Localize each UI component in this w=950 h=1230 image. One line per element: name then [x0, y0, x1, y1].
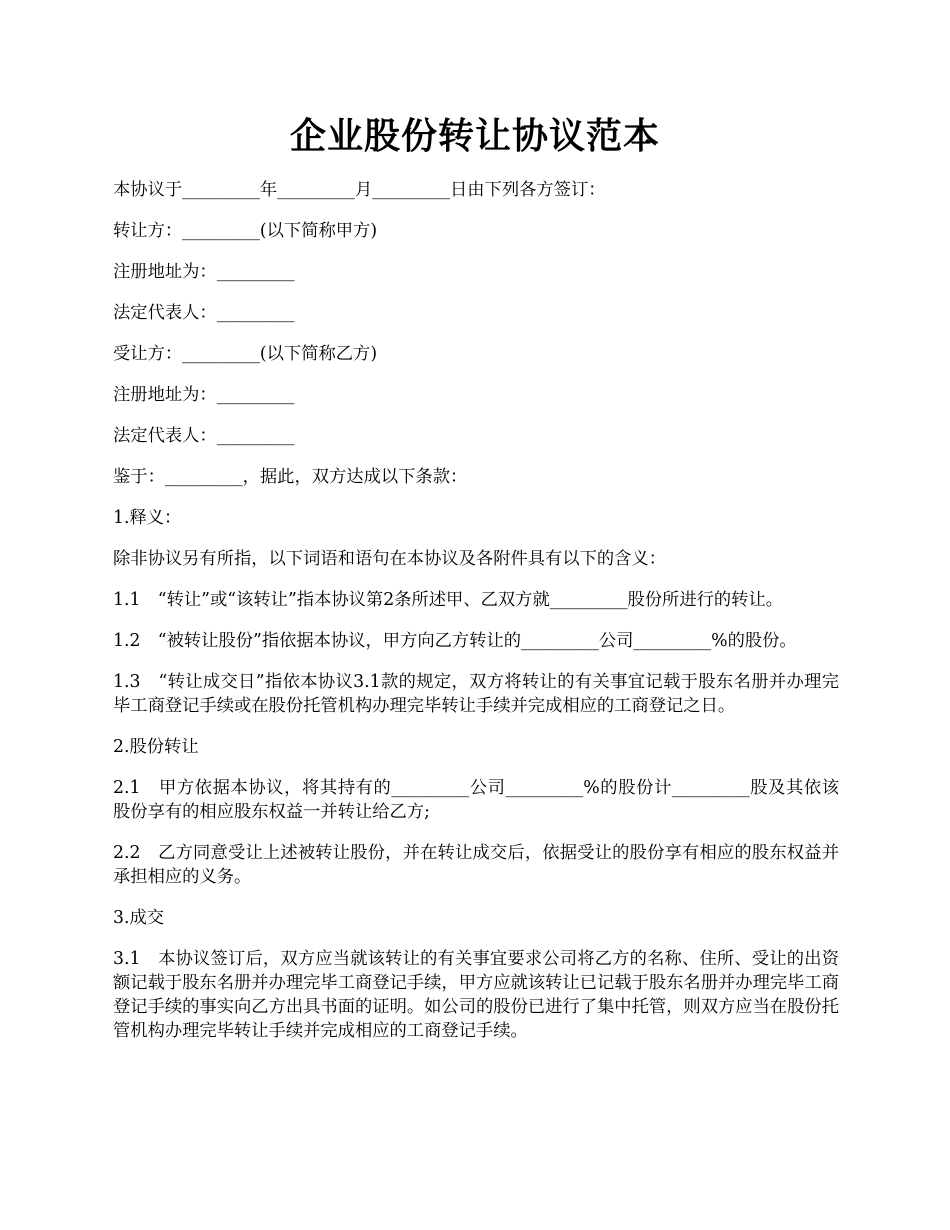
paragraph-definitions-intro: 除非协议另有所指，以下词语和语句在本协议及各附件具有以下的含义： [113, 549, 667, 569]
clause-1-3: 1.3 “转让成交日”指依本协议3.1款的规定，双方将转让的有关事宜记载于股东名册并办理完毕工商登记手续或在股份托管机构办理完毕转让手续并完成相应的工商登记之日。 [113, 672, 839, 716]
document-title: 企业股份转让协议范本 [289, 115, 660, 157]
clause-1-1: 1.1 “转让”或“该转让”指本协议第2条所述甲、乙双方就_________股份所进行的转让。 [113, 590, 784, 610]
paragraph-transferee-representative: 法定代表人：_________ [113, 426, 295, 446]
paragraph-transferor: 转让方：_________(以下简称甲方) [113, 221, 378, 241]
clause-3-1: 3.1 本协议签订后，双方应当就该转让的有关事宜要求公司将乙方的名称、住所、受让的出资额记载于股东名册并办理完毕工商登记手续，甲方应就该转让已记载于股东名册并办理完毕工商登记手续的事实向乙方出具书面的证明。如公司的股份已进行了集中托管，则双方应当在股份托管机构办理完毕转让手续并完成相应的工商登记手续。 [113, 949, 839, 1041]
paragraph-transferee-address: 注册地址为：_________ [113, 385, 295, 405]
clause-2-1: 2.1 甲方依据本协议，将其持有的_________公司_________%的股份计_________股及其依该股份享有的相应股东权益一并转让给乙方; [113, 778, 839, 822]
paragraph-transferor-address: 注册地址为：_________ [113, 262, 295, 282]
paragraph-transferor-representative: 法定代表人：_________ [113, 303, 295, 323]
clause-1-2: 1.2 “被转让股份”指依据本协议，甲方向乙方转让的_________公司_________%的股份。 [113, 631, 797, 651]
section-heading-share-transfer: 2.股份转让 [113, 737, 199, 757]
paragraph-signing-date: 本协议于_________年_________月_________日由下列各方签订： [113, 180, 606, 200]
section-heading-definitions: 1.释义： [113, 508, 182, 528]
paragraph-transferee: 受让方：_________(以下简称乙方) [113, 344, 378, 364]
section-heading-closing: 3.成交 [113, 908, 165, 928]
clause-2-2: 2.2 乙方同意受让上述被转让股份，并在转让成交后，依据受让的股份享有相应的股东权益并承担相应的义务。 [113, 843, 839, 887]
paragraph-whereas: 鉴于：_________，据此，双方达成以下条款： [113, 467, 468, 487]
document-body [113, 178, 839, 1060]
